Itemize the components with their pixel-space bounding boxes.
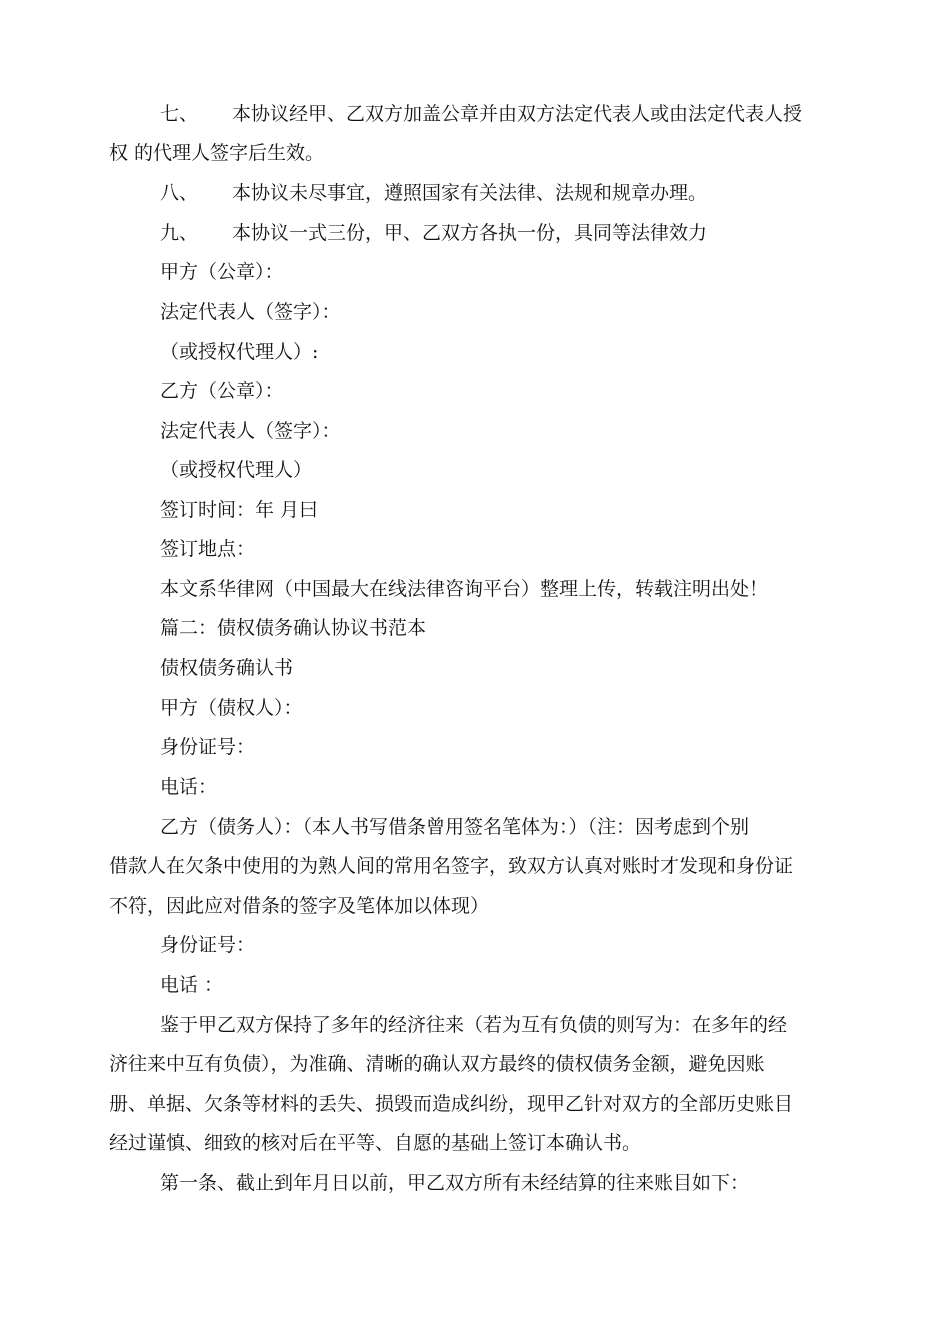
- creditor-phone-label: 电话：: [160, 776, 218, 798]
- clause-number: 七、: [160, 103, 199, 125]
- party-a-seal: 甲方（公章）：: [160, 261, 284, 283]
- recital-paragraph-line: 册、单据、欠条等材料的丢失、损毁而造成纠纷，现甲乙针对双方的全部历史账目: [109, 1093, 794, 1115]
- section-heading: 篇二：债权债务确认协议书范本: [160, 617, 427, 639]
- debtor-paragraph-line: 借款人在欠条中使用的为熟人间的常用名签字，致双方认真对账时才发现和身份证: [109, 855, 794, 877]
- debtor-paragraph-line: 不符，因此应对借条的签字及笔体加以体现）: [109, 895, 490, 917]
- clause-seven-continued: 权 的代理人签字后生效。: [109, 142, 325, 164]
- recital-paragraph-line: 鉴于甲乙双方保持了多年的经济往来（若为互有负债的则写为：在多年的经: [160, 1014, 788, 1036]
- party-b-seal: 乙方（公章）：: [160, 380, 284, 402]
- clause-text: 本协议一式三份，甲、乙双方各执一份，具同等法律效力: [232, 222, 708, 244]
- clause-nine: [160, 219, 707, 247]
- clause-eight: [160, 179, 707, 207]
- party-a-representative: 法定代表人（签字）：: [160, 301, 341, 323]
- party-b-agent: （或授权代理人）: [160, 459, 313, 481]
- recital-paragraph-line: 经过谨慎、细致的核对后在平等、自愿的基础上签订本确认书。: [109, 1132, 642, 1154]
- clause-text: 本协议未尽事宜，遵照国家有关法律、法规和规章办理。: [232, 182, 708, 204]
- debtor-phone-label: 电话 ：: [160, 974, 224, 996]
- creditor-id-label: 身份证号：: [160, 736, 256, 758]
- document-title: 债权债务确认书: [160, 657, 294, 679]
- clause-text: 本协议经甲、乙双方加盖公章并由双方法定代表人或由法定代表人授: [232, 103, 803, 125]
- sign-place: 签订地点：: [160, 538, 256, 560]
- clause-seven: [160, 100, 802, 128]
- party-b-representative: 法定代表人（签字）：: [160, 420, 341, 442]
- article-one: 第一条、截止到年月日以前，甲乙双方所有未经结算的往来账目如下：: [160, 1172, 750, 1194]
- party-a-agent: （或授权代理人）:: [160, 341, 319, 363]
- clause-number: 八、: [160, 182, 199, 204]
- debtor-paragraph-line: 乙方（债务人）：（本人书写借条曾用签名笔体为：）（注：因考虑到个别: [160, 816, 750, 838]
- source-note: 本文系华律网（中国最大在线法律咨询平台）整理上传，转载注明出处！: [160, 578, 769, 600]
- sign-date: 签订时间：年 月曰: [160, 499, 319, 521]
- creditor-label: 甲方（债权人）：: [160, 697, 303, 719]
- debtor-id-label: 身份证号：: [160, 934, 256, 956]
- recital-paragraph-line: 济往来中互有负债），为准确、清晰的确认双方最终的债权债务金额，避免因账: [109, 1053, 765, 1075]
- clause-number: 九、: [160, 222, 199, 244]
